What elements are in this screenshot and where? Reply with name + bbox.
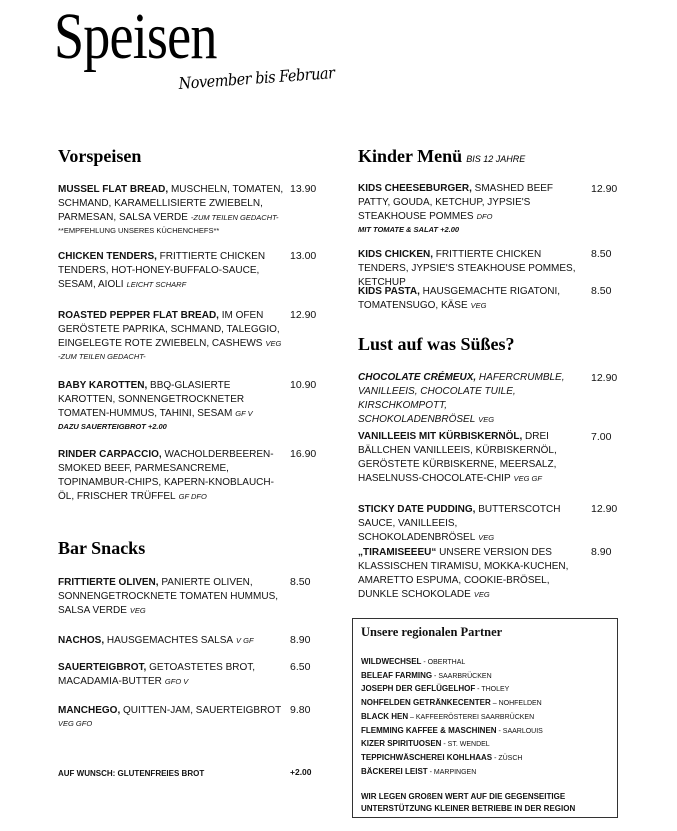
- item-name: KIDS CHEESEBURGER,: [358, 183, 472, 194]
- partner-row: [361, 656, 609, 670]
- item-desc: HAUSGEMACHTE RIGATONI, TOMATENSUGO, KÄSE: [358, 286, 561, 311]
- item-tag: VEG: [478, 415, 495, 424]
- item-name: SAUERTEIGBROT,: [58, 662, 147, 673]
- partner-location: - ZÜSCH: [492, 754, 523, 762]
- item-desc: FRITTIERTE CHICKEN TENDERS, JYPSIE'S STEAKHOUSE POMMES, KETCHUP: [358, 249, 576, 288]
- item-price: 8.50: [591, 285, 612, 297]
- item-name: MUSSEL FLAT BREAD,: [58, 184, 169, 195]
- item-tag: LEICHT SCHARF: [126, 280, 187, 289]
- menu-item: [58, 576, 286, 618]
- item-price: 6.50: [290, 661, 311, 673]
- partner-location: - MARPINGEN: [427, 768, 477, 776]
- section-title-kinder: [358, 146, 525, 167]
- item-price: 7.00: [591, 431, 612, 443]
- menu-item: [358, 182, 580, 236]
- item-tag: GF DFO: [178, 492, 207, 501]
- partner-location: - SAARLOUIS: [496, 727, 543, 735]
- item-desc: IM OFEN GERÖSTETE PAPRIKA, SCHMAND, TALEGGIO, EINGELEGTE ROTE ZWIEBELN, CASHEWS: [58, 310, 280, 349]
- menu-item: [58, 704, 286, 729]
- item-name: VANILLEEIS MIT KÜRBISKERNÖL,: [358, 431, 523, 442]
- item-price: 8.50: [290, 576, 311, 588]
- item-extra: MIT TOMATE & SALAT +2.00: [358, 225, 460, 234]
- item-name: RINDER CARPACCIO,: [58, 449, 162, 460]
- item-tag: VEG: [473, 590, 490, 599]
- partner-name: KIZER SPIRITUOSEN: [361, 739, 442, 749]
- item-desc: HAUSGEMACHTES SALSA: [104, 635, 234, 646]
- partner-name: JOSEPH DER GEFLÜGELHOF: [361, 684, 476, 694]
- item-name: KIDS CHICKEN,: [358, 249, 434, 260]
- partner-row: [361, 711, 609, 725]
- menu-item: [58, 661, 286, 689]
- item-tag: VEG: [129, 606, 146, 615]
- menu-item: [358, 546, 580, 602]
- item-tag: -ZUM TEILEN GEDACHT-: [190, 213, 279, 222]
- partner-location: – KAFFEERÖSTEREI SAARBRÜCKEN: [408, 713, 535, 721]
- item-desc: WACHOLDERBEEREN-SMOKED BEEF, PARMESANCREME, TOPINAMBUR-CHIPS, KAPERN-KNOBLAUCH-ÖL, FRISCHER TRÜFFEL: [58, 449, 274, 502]
- partner-row: [361, 752, 609, 766]
- partner-name: FLEMMING KAFFEE & MASCHINEN: [361, 725, 497, 735]
- item-tag: GF V: [235, 409, 253, 418]
- item-price: 13.00: [290, 250, 317, 262]
- partner-location: - SAARBRÜCKEN: [432, 672, 492, 680]
- partner-row: [361, 697, 609, 711]
- footnote-price: +2.00: [290, 767, 312, 777]
- item-price: 13.90: [290, 183, 317, 195]
- item-price: 8.90: [591, 546, 612, 558]
- item-name: CHOCOLATE CRÉMEUX,: [358, 372, 477, 383]
- partners-title: Unsere regionalen Partner: [361, 625, 503, 639]
- item-extra: DAZU SAUERTEIGBROT +2.00: [58, 422, 167, 431]
- partner-name: BELEAF FARMING: [361, 670, 433, 680]
- item-tag: VEG GF: [513, 474, 542, 483]
- item-name: BABY KAROTTEN,: [58, 380, 148, 391]
- item-price: 16.90: [290, 448, 317, 460]
- menu-item: [58, 379, 286, 433]
- menu-item: [58, 634, 286, 648]
- item-tag: VEG: [470, 301, 487, 310]
- item-tag: VEG: [265, 339, 282, 348]
- menu-item: [358, 503, 580, 545]
- item-tag: V GF: [236, 636, 254, 645]
- partner-name: WILDWECHSEL: [361, 657, 422, 666]
- menu-item: [58, 183, 286, 236]
- partner-row: [361, 683, 609, 697]
- partner-name: NOHFELDEN GETRÄNKECENTER: [361, 698, 491, 708]
- item-tag: VEG: [478, 533, 495, 542]
- item-price: 12.90: [591, 372, 618, 384]
- item-desc: SMASHED BEEF PATTY, GOUDA, KETCHUP, JYPSIE'S STEAKHOUSE POMMES: [358, 183, 554, 222]
- item-desc: BBQ-GLASIERTE KAROTTEN, SONNENGETROCKNETER TOMATEN-HUMMUS, TAHINI, SESAM: [58, 380, 245, 419]
- menu-item: [358, 248, 580, 290]
- item-desc: HAFERCRUMBLE, VANILLEEIS, CHOCOLATE TUILE, KIRSCHKOMPOTT, SCHOKOLADENBRÖSEL: [358, 372, 565, 425]
- item-price: 12.90: [591, 503, 618, 515]
- partners-box: [352, 618, 618, 818]
- item-price: 8.50: [591, 248, 612, 260]
- partner-name: TEPPICHWÄSCHEREI KOHLHAAS: [361, 752, 493, 762]
- partner-location: - ST. WENDEL: [441, 741, 490, 749]
- item-desc: MUSCHELN, TOMATEN, SCHMAND, KARAMELLISIERTE ZWIEBELN, PARMESAN, SALSA VERDE: [58, 184, 284, 223]
- item-price: 10.90: [290, 379, 317, 391]
- item-desc: DREI BÄLLCHEN VANILLEEIS, KÜRBISKERNÖL, GERÖSTETE KÜRBISKERNE, MEERSALZ, HASELNUSS-CHOCOLATE-CHIP: [358, 431, 557, 484]
- item-desc: GETOASTETES BROT, MACADAMIA-BUTTER: [58, 662, 256, 687]
- item-desc: QUITTEN-JAM, SAUERTEIGBROT: [120, 705, 282, 716]
- menu-item: [358, 285, 580, 313]
- partners-footer: WIR LEGEN GROßEN WERT AUF DIE GEGENSEITIGE UNTERSTÜTZUNG KLEINER BETRIEBE IN DER REGION: [361, 792, 576, 814]
- item-desc: UNSERE VERSION DES KLASSISCHEN TIRAMISU, MOKKA-KUCHEN, AMARETTO ESPUMA, COOKIE-BRÖSEL, DUNKLE SCHOKOLADE: [358, 547, 569, 600]
- item-desc: FRITTIERTE CHICKEN TENDERS, HOT-HONEY-BUFFALO-SAUCE, SESAM, AIOLI: [58, 251, 266, 290]
- item-name: ROASTED PEPPER FLAT BREAD,: [58, 310, 219, 321]
- item-tag: DFO: [476, 212, 493, 221]
- menu-item: [358, 371, 580, 427]
- page-title: Speisen: [54, 0, 217, 73]
- kinder-note: BIS 12 JAHRE: [466, 154, 526, 164]
- section-title-bar-snacks: Bar Snacks: [58, 538, 146, 558]
- item-name: CHICKEN TENDERS,: [58, 251, 157, 262]
- page-subtitle: November bis Februar: [178, 63, 336, 93]
- item-desc: PANIERTE OLIVEN, SONNENGETROCKNETE TOMATEN HUMMUS, SALSA VERDE: [58, 577, 279, 616]
- item-name: NACHOS,: [58, 635, 105, 646]
- partner-row: [361, 725, 609, 739]
- partner-row: [361, 670, 609, 684]
- kinder-title: Kinder Menü: [358, 146, 463, 166]
- menu-item: [358, 430, 580, 486]
- item-name: MANCHEGO,: [58, 705, 121, 716]
- section-title-suess: Lust auf was Süßes?: [358, 334, 515, 354]
- item-name: STICKY DATE PUDDING,: [358, 504, 476, 515]
- partner-row: [361, 766, 609, 780]
- partner-location: – NOHFELDEN: [490, 700, 542, 708]
- partner-location: - THOLEY: [475, 686, 510, 694]
- item-price: 8.90: [290, 634, 311, 646]
- item-extra: -ZUM TEILEN GEDACHT-: [58, 352, 146, 361]
- item-name: „TIRAMISEEEU“: [358, 547, 437, 558]
- item-price: 12.90: [591, 183, 618, 195]
- item-price: 12.90: [290, 309, 317, 321]
- section-title-vorspeisen: Vorspeisen: [58, 146, 142, 166]
- menu-item: [58, 250, 286, 292]
- footnote-gluten-free: AUF WUNSCH: GLUTENFREIES BROT: [58, 769, 205, 778]
- item-tag: VEG GFO: [58, 719, 93, 728]
- partner-name: BÄCKEREI LEIST: [361, 766, 428, 776]
- partner-row: [361, 738, 609, 752]
- item-name: FRITTIERTE OLIVEN,: [58, 577, 159, 588]
- partner-location: - OBERTHAL: [421, 659, 466, 666]
- item-tag: GFO V: [164, 677, 189, 686]
- menu-item: [58, 309, 286, 362]
- menu-item: [58, 448, 286, 504]
- item-price: 9.80: [290, 704, 311, 716]
- item-extra: **EMPFEHLUNG UNSERES KÜCHENCHEFS**: [58, 226, 220, 235]
- partner-name: BLACK HEN: [361, 711, 409, 721]
- item-desc: BUTTERSCOTCH SAUCE, VANILLEEIS, SCHOKOLADENBRÖSEL: [358, 504, 561, 543]
- item-name: KIDS PASTA,: [358, 286, 420, 297]
